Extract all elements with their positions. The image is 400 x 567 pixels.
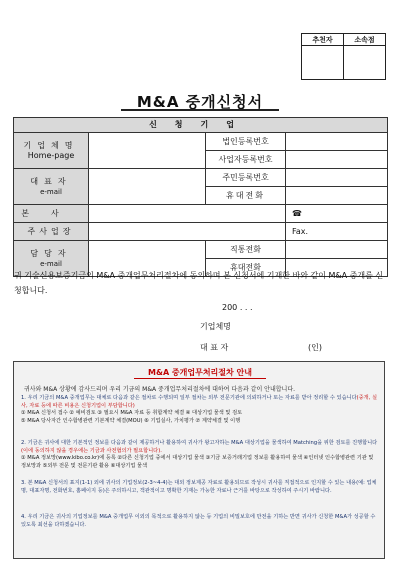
agreement-text: 귀 기술신용보증기금의 M&A 중개업무처리절차에 동의하며 본 신청서에 기재한 바와 같이 M&A 중개를 신청합니다. xyxy=(14,271,384,295)
procedure-item-4: 4. 우리 기금은 귀사의 기업정보를 M&A 중개업무 이외의 목적으로 활용하지 않는 등 기업의 비밀보호에 만전을 기하는 반면 귀사가 신청한 M&A가 성공할 수 있도록 최선을 다하겠습니다. xyxy=(21,514,376,528)
biz-reg-field[interactable] xyxy=(286,151,388,169)
procedure-notice-box xyxy=(13,361,385,559)
manager-email-label: e-mail xyxy=(40,259,62,268)
branch-label: 소속점 xyxy=(344,34,386,46)
procedure-steps-a: ① M&A 신청서 접수 ② 예비검토 ③ 필요시 M&A 자료 등 취합계약 체결 ④ 대상기업 물색 및 검토 xyxy=(21,410,243,417)
corp-reg-label: 법인등록번호 xyxy=(206,133,286,151)
procedure-item-3: 3. 본 M&A 신청서의 표지(1-1) 외에 귀사의 기업정보(2-3~4-4)는 대외 정보제공 자료로 활용되므로 작성시 귀사를 직접적으로 인지할 수 있는 내용(예: 업체명, 대표자명, 전화번호, 홈페이지 등)은 주의하시고, 객관적이고 명확한 기재는 가능한 자료나 근거를 바탕으로 작성하여 주시기 바랍니다. xyxy=(21,480,377,494)
manager-mobile-label: 휴대전화 xyxy=(206,259,286,277)
procedure-item-2 xyxy=(21,440,379,470)
signature-company-label: 기업체명 xyxy=(200,322,231,331)
table-header: 신청기업 xyxy=(14,118,388,133)
procedure-title: M&A 중개업무처리절차 안내 xyxy=(148,368,252,377)
plant-label: 주사업장 xyxy=(14,223,89,241)
ceo-mobile-field[interactable] xyxy=(286,187,388,205)
application-table xyxy=(13,117,388,277)
fax-field[interactable] xyxy=(286,223,388,241)
hq-address-field[interactable] xyxy=(89,205,286,223)
phone-icon: ☎ xyxy=(292,208,302,218)
recommender-box xyxy=(301,33,386,80)
plant-address-field[interactable] xyxy=(89,223,286,241)
procedure-item-2-note: (이에 동의하지 않을 경우에는 기금과 사전협의가 필요합니다). xyxy=(21,447,162,454)
homepage-label: Home-page xyxy=(27,150,75,160)
procedure-item-1-note: (중개, 실사, 자료 등에 따른 비용은 신청기업이 부담합니다) xyxy=(21,395,377,409)
manager-label: 담당자 xyxy=(30,248,72,258)
procedure-steps-b: ⑤ M&A 당사자간 인수합병관련 기본계약 체결(MOU) ⑥ 기업실사, 가치평가 ⑦ 계약체결 및 이행 xyxy=(21,417,241,424)
title-underline xyxy=(121,109,279,111)
seal-mark: (인) xyxy=(308,343,322,352)
recommender-label: 추천자 xyxy=(302,34,344,46)
procedure-item-1 xyxy=(21,395,379,425)
signature-ceo-label: 대 표 자 xyxy=(200,343,229,352)
page-title: M&A 중개신청서 xyxy=(136,93,264,111)
procedure-title-underline xyxy=(134,378,266,379)
hq-phone-field[interactable] xyxy=(286,205,388,223)
corp-reg-field[interactable] xyxy=(286,133,388,151)
direct-phone-field[interactable] xyxy=(286,241,388,259)
biz-reg-label: 사업자등록번호 xyxy=(206,151,286,169)
direct-phone-label: 직통전화 xyxy=(206,241,286,259)
recommender-field[interactable] xyxy=(302,46,344,80)
company-name-field[interactable] xyxy=(89,133,206,169)
resident-no-label: 주민등록번호 xyxy=(206,169,286,187)
procedure-item-1-text: 1. 우리 기금의 M&A 중개업무는 대체로 다음과 같은 절차로 수행되며 일부 절차는 외부 전문기관에 의뢰하거나 또는 자료를 받아 정리할 수 있습니다 xyxy=(21,395,357,401)
procedure-intro: 귀사와 M&A 상황에 감사드리며 우리 기금의 M&A 중개업무처리절차에 대하여 다음과 같이 안내합니다. xyxy=(24,386,296,393)
procedure-item-2-text: 2. 기금은 귀사에 대한 기본적인 정보를 다음과 같이 제공하거나 활용하여 귀사가 왕고자하는 M&A 대상기업을 물색하여 Matching을 위한 검토를 진행합니다 xyxy=(21,440,378,446)
ceo-cell xyxy=(14,169,89,205)
resident-no-field[interactable] xyxy=(286,169,388,187)
ceo-mobile-label: 휴대전화 xyxy=(206,187,286,205)
fax-label: Fax. xyxy=(292,226,309,236)
company-name-cell xyxy=(14,133,89,169)
ceo-label: 대표자 xyxy=(30,176,72,186)
branch-field[interactable] xyxy=(344,46,386,80)
ceo-field[interactable] xyxy=(89,169,206,205)
ceo-email-label: e-mail xyxy=(40,187,62,196)
procedure-item-2-detail: ① M&A 정보망(www.kibo.co.kr)에 등록 ②다른 신청기업 중에서 대상기업 물색 ③기금 보증거래기업 정보를 활용하여 물색 ④인터넷 인수합병관련 기관 및 정보망과 ⑤외부 전문 및 전문기관 활용 ⑥대상기업 물색 xyxy=(21,455,374,469)
company-name-label: 기업체명 xyxy=(23,140,79,150)
application-date: 200 . . . xyxy=(222,303,253,312)
hq-label: 본사 xyxy=(14,205,89,223)
